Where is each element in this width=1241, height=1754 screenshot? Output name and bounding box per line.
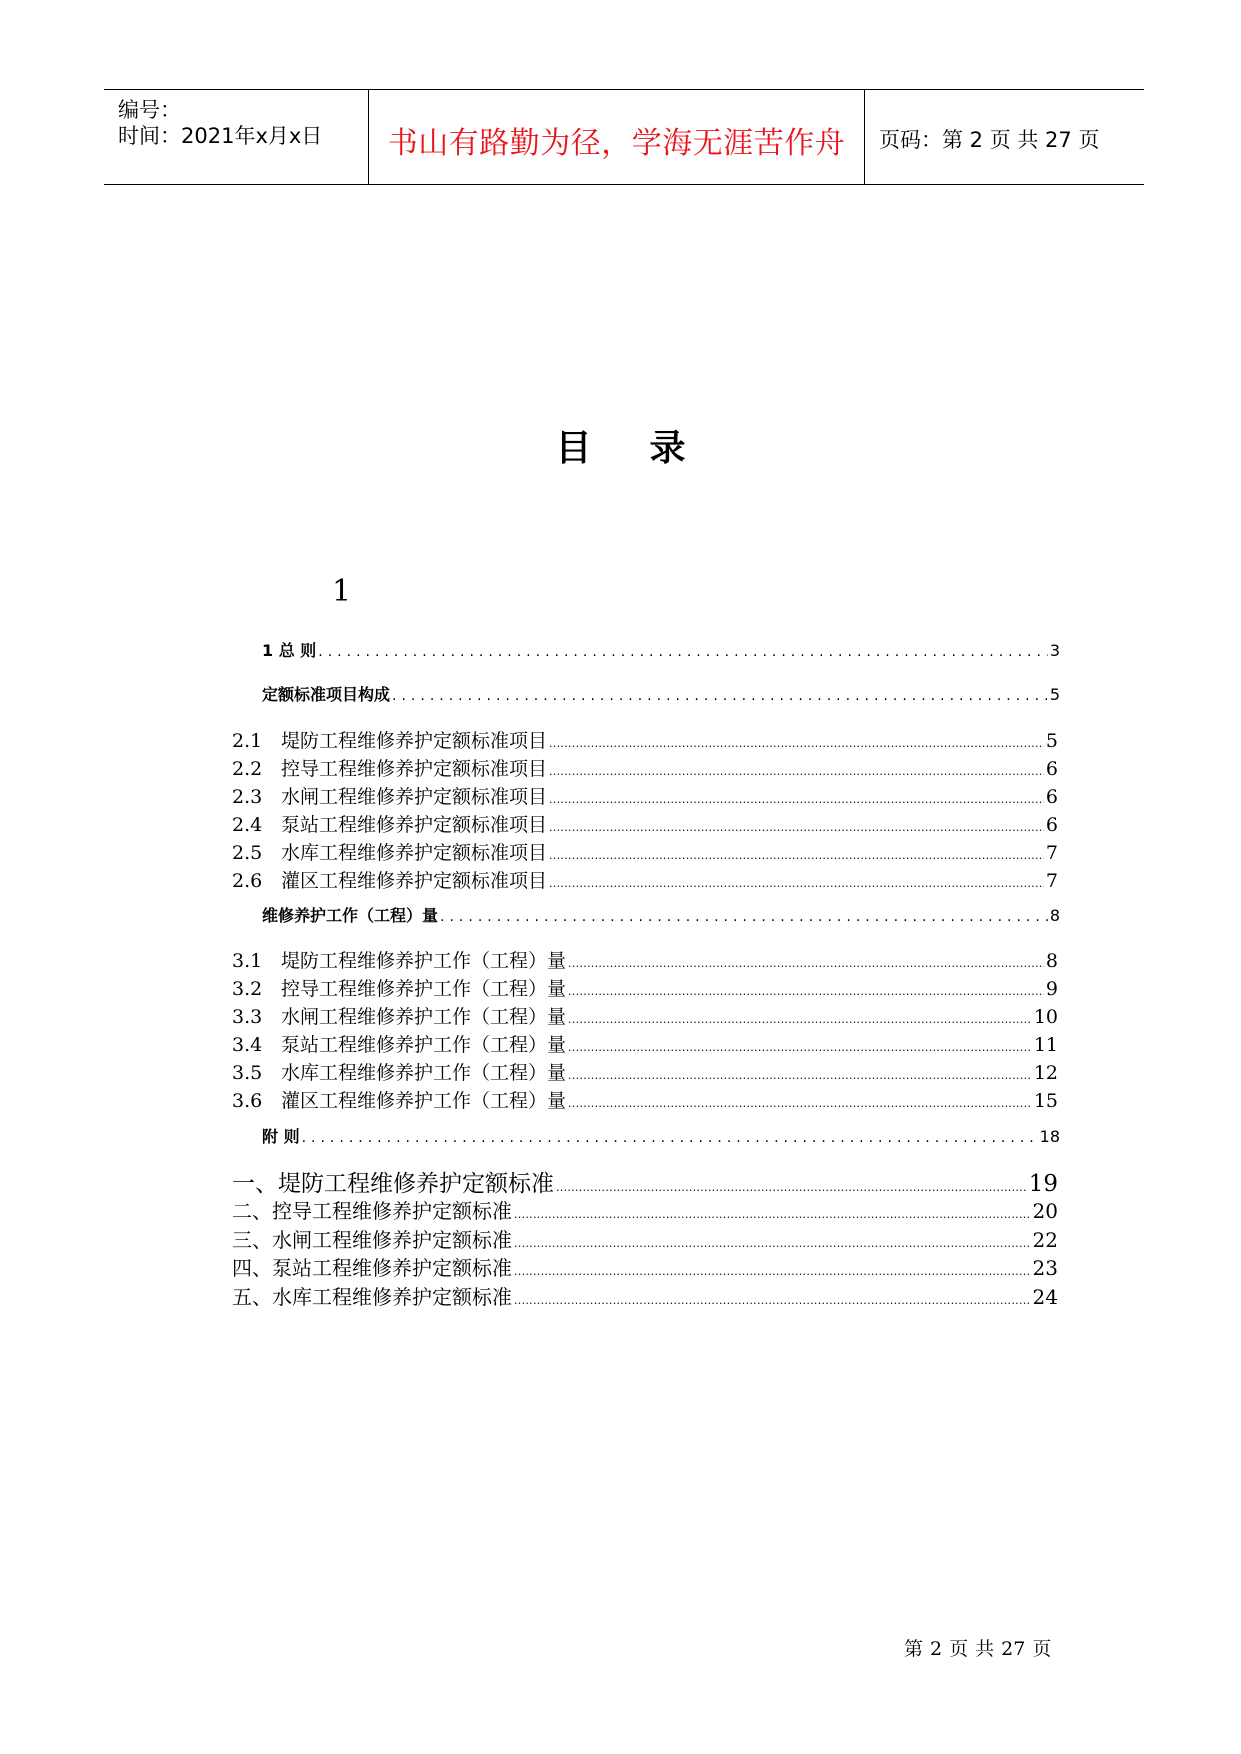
toc-entry-page: 24 xyxy=(1032,1285,1058,1309)
toc-entry-label: 控导工程维修养护工作（工程）量 xyxy=(281,978,567,1000)
toc-entry-number: 3.3 xyxy=(232,1006,263,1028)
toc-leader xyxy=(568,1097,1032,1110)
toc-leader xyxy=(549,877,1044,890)
toc-entry-page: 5 xyxy=(1049,685,1060,704)
header-page-info: 页码：第 2 页 共 27 页 xyxy=(879,128,1100,152)
toc-entry-page: 6 xyxy=(1045,814,1058,836)
toc-entry-page: 6 xyxy=(1045,786,1058,808)
toc-entry-label: 附 则 xyxy=(262,1127,300,1146)
toc-entry-general[interactable] xyxy=(262,638,1060,661)
toc-leader xyxy=(568,1041,1032,1054)
toc-entry-label: 1 总 则 xyxy=(262,641,317,660)
toc-entry-label: 维修养护工作（工程）量 xyxy=(262,906,439,925)
toc-entry-label: 水库工程维修养护工作（工程）量 xyxy=(281,1062,567,1084)
toc-entry-number: 2.4 xyxy=(232,814,263,836)
toc-entry-page: 11 xyxy=(1033,1034,1058,1056)
toc-entry-page: 19 xyxy=(1028,1171,1058,1197)
toc-entry[interactable] xyxy=(232,974,1058,1001)
toc-entry[interactable] xyxy=(232,1086,1058,1113)
toc-entry-label: 水闸工程维修养护工作（工程）量 xyxy=(281,1006,567,1028)
header-right-cell xyxy=(865,90,1144,184)
toc-entry[interactable] xyxy=(232,1058,1058,1085)
toc-entry-page: 8 xyxy=(1049,906,1060,925)
toc-entry-page: 9 xyxy=(1045,978,1058,1000)
toc-entry-label: 控导工程维修养护定额标准项目 xyxy=(281,758,548,780)
toc-entry[interactable] xyxy=(232,1002,1058,1029)
toc-entry-number: 2.5 xyxy=(232,842,263,864)
toc-entry-label: 三、水闸工程维修养护定额标准 xyxy=(232,1228,512,1252)
toc-title: 目录 xyxy=(555,428,744,469)
footer-total-pages: 27 xyxy=(1001,1638,1026,1660)
toc-entry-number: 2.2 xyxy=(232,758,263,780)
toc-entry-label: 堤防工程维修养护定额标准项目 xyxy=(281,730,548,752)
document-number-label: 编号： xyxy=(118,98,181,122)
footer-page-number: 2 xyxy=(930,1638,943,1660)
toc-leader xyxy=(392,688,1048,704)
toc-entry[interactable] xyxy=(232,1252,1058,1281)
toc-leader xyxy=(549,821,1044,834)
toc-entry-number: 2.1 xyxy=(232,730,263,752)
toc-entry-label: 灌区工程维修养护定额标准项目 xyxy=(281,870,548,892)
header-left-cell xyxy=(104,90,369,184)
toc-entry-number: 2.3 xyxy=(232,786,263,808)
toc-entry-page: 20 xyxy=(1032,1199,1058,1223)
chapter-number: 1 xyxy=(332,574,352,609)
footer-di: 第 xyxy=(904,1638,924,1660)
toc-entry[interactable] xyxy=(232,810,1058,837)
toc-leader xyxy=(549,765,1044,778)
toc-entry-label: 定额标准项目构成 xyxy=(262,685,391,704)
toc-entry-number: 3.4 xyxy=(232,1034,263,1056)
toc-entry-label: 五、水库工程维修养护定额标准 xyxy=(232,1285,512,1309)
toc-entry-page: 8 xyxy=(1045,950,1058,972)
toc-entry-page: 22 xyxy=(1032,1228,1058,1252)
toc-leader xyxy=(514,1265,1031,1278)
toc-entry-page: 15 xyxy=(1033,1090,1058,1112)
toc-entry[interactable] xyxy=(232,1281,1058,1310)
toc-entry-label: 堤防工程维修养护工作（工程）量 xyxy=(281,950,567,972)
document-date-label: 时间：2021年x月x日 xyxy=(118,124,323,148)
toc-leader xyxy=(514,1237,1031,1250)
toc-entry-page: 3 xyxy=(1049,641,1060,660)
toc-entry-appendix[interactable] xyxy=(262,1124,1060,1147)
toc-leader xyxy=(514,1208,1031,1221)
toc-entry-page: 6 xyxy=(1045,758,1058,780)
toc-entry-workload[interactable] xyxy=(262,903,1060,926)
toc-entry-label: 二、控导工程维修养护定额标准 xyxy=(232,1199,512,1223)
toc-entry-page: 12 xyxy=(1033,1062,1058,1084)
toc-entry-label: 水闸工程维修养护定额标准项目 xyxy=(281,786,548,808)
toc-leader xyxy=(549,793,1044,806)
toc-leader xyxy=(302,1130,1038,1146)
toc-leader xyxy=(549,737,1044,750)
toc-entry-label: 灌区工程维修养护工作（工程）量 xyxy=(281,1090,567,1112)
toc-entry[interactable] xyxy=(232,726,1058,753)
toc-entry-number: 2.6 xyxy=(232,870,263,892)
toc-entry[interactable] xyxy=(232,782,1058,809)
footer-ye2: 页 xyxy=(1032,1638,1052,1660)
toc-entry-number: 3.2 xyxy=(232,978,263,1000)
toc-entry-label: 水库工程维修养护定额标准项目 xyxy=(281,842,548,864)
toc-leader xyxy=(568,985,1044,998)
toc-entry-number: 3.5 xyxy=(232,1062,263,1084)
toc-entry-number: 3.6 xyxy=(232,1090,263,1112)
toc-entry-label: 泵站工程维修养护定额标准项目 xyxy=(281,814,548,836)
page-header xyxy=(104,89,1144,185)
footer-gong: 共 xyxy=(975,1638,995,1660)
toc-entry-label: 一、堤防工程维修养护定额标准 xyxy=(232,1171,554,1197)
toc-leader xyxy=(514,1294,1031,1307)
toc-leader xyxy=(549,849,1044,862)
toc-entry[interactable] xyxy=(232,1165,1058,1198)
toc-leader xyxy=(568,957,1044,970)
footer-ye: 页 xyxy=(949,1638,969,1660)
toc-entry[interactable] xyxy=(232,838,1058,865)
toc-entry-page: 5 xyxy=(1045,730,1058,752)
toc-leader xyxy=(440,909,1048,925)
toc-entry-number: 3.1 xyxy=(232,950,263,972)
toc-entry[interactable] xyxy=(232,754,1058,781)
toc-entry-label: 泵站工程维修养护工作（工程）量 xyxy=(281,1034,567,1056)
toc-entry[interactable] xyxy=(232,866,1058,893)
toc-leader xyxy=(556,1181,1027,1194)
toc-entry-page: 18 xyxy=(1039,1127,1060,1146)
toc-leader xyxy=(318,644,1048,660)
toc-entry-composition[interactable] xyxy=(262,682,1060,705)
toc-entry[interactable] xyxy=(232,1224,1058,1253)
toc-leader xyxy=(568,1069,1032,1082)
toc-entry-page: 23 xyxy=(1032,1256,1058,1280)
toc-entry-page: 10 xyxy=(1033,1006,1058,1028)
toc-leader xyxy=(568,1013,1032,1026)
toc-entry-page: 7 xyxy=(1045,870,1058,892)
toc-entry[interactable] xyxy=(232,946,1058,973)
toc-entry[interactable] xyxy=(232,1195,1058,1224)
page-footer xyxy=(904,1634,1058,1661)
toc-entry-page: 7 xyxy=(1045,842,1058,864)
toc-entry[interactable] xyxy=(232,1030,1058,1057)
header-motto-cell xyxy=(369,90,865,184)
toc-entry-label: 四、泵站工程维修养护定额标准 xyxy=(232,1256,512,1280)
header-motto: 书山有路勤为径，学海无涯苦作舟 xyxy=(387,126,846,161)
